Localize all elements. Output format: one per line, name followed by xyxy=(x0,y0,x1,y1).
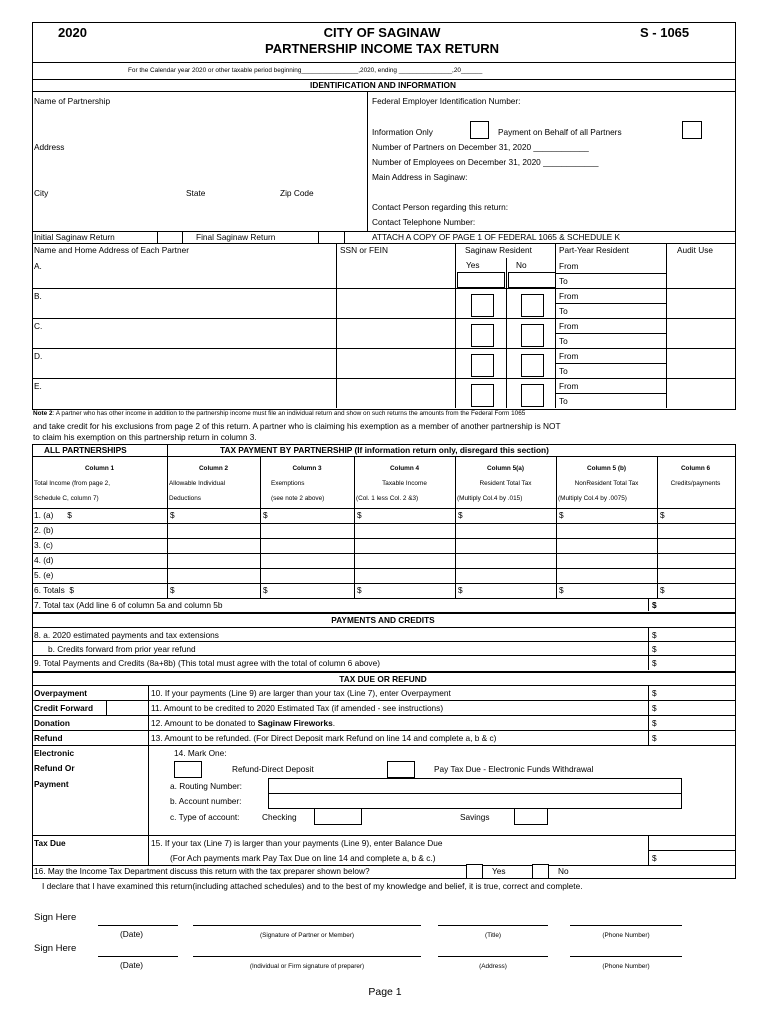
account-number-field[interactable] xyxy=(268,793,682,809)
period-line[interactable]: For the Calendar year 2020 or other taxable period beginning________________,2020, ending _______________,20______ xyxy=(128,67,483,74)
tax-row-3[interactable]: 3. (c) xyxy=(34,540,53,550)
col5b-l1: NonResident Total Tax xyxy=(574,480,639,487)
col4-l2: (Col. 1 less Col. 2 &3) xyxy=(356,495,419,502)
line12-dollar[interactable]: $ xyxy=(652,718,657,728)
resident-yes-c[interactable] xyxy=(471,324,494,347)
zip-label[interactable]: Zip Code xyxy=(280,188,314,198)
col-ssn: SSN or FEIN xyxy=(340,245,388,255)
sig1-date[interactable]: (Date) xyxy=(120,929,144,939)
note2-line1: Note 2: A partner who has other income in addition to the partnership income must file an individual return and show on such returns the amounts from the Federal Form 1065 xyxy=(33,410,526,417)
sig2-phone[interactable]: (Phone Number) xyxy=(602,963,650,970)
resident-no-c[interactable] xyxy=(521,324,544,347)
final-return-label: Final Saginaw Return xyxy=(196,232,276,242)
contact-phone-label[interactable]: Contact Telephone Number: xyxy=(372,217,476,227)
line8b-dollar[interactable]: $ xyxy=(652,644,657,654)
dollar-sign: $ xyxy=(559,510,564,520)
tax-row-4[interactable]: 4. (d) xyxy=(34,555,54,565)
col3-l2: (see note 2 above) xyxy=(271,495,325,502)
dollar-sign: $ xyxy=(357,510,362,520)
checking-checkbox[interactable] xyxy=(314,808,362,825)
dollar-sign: $ xyxy=(170,585,175,595)
payments-heading: PAYMENTS AND CREDITS xyxy=(331,615,435,625)
partnership-name-label[interactable]: Name of Partnership xyxy=(34,96,111,106)
from-b: From xyxy=(559,291,579,301)
sig2-address[interactable]: (Address) xyxy=(479,963,507,970)
col5a-l2: (Multiply Col.4 by .015) xyxy=(457,495,523,502)
resident-yes-d[interactable] xyxy=(471,354,494,377)
electronic-label-2: Refund Or xyxy=(34,763,75,773)
tax-due-label: Tax Due xyxy=(34,838,66,848)
dollar-sign: $ xyxy=(458,510,463,520)
payment-behalf-label: Payment on Behalf of all Partners xyxy=(498,127,622,137)
sign-here-2: Sign Here xyxy=(34,943,77,954)
city-label[interactable]: City xyxy=(34,188,49,198)
tax-payment-heading: TAX PAYMENT BY PARTNERSHIP (If information return only, disregard this section) xyxy=(220,445,549,455)
account-label: b. Account number: xyxy=(170,796,242,806)
col5a-title: Column 5(a) xyxy=(487,465,524,472)
line15-dollar[interactable]: $ xyxy=(652,853,657,863)
col-no: No xyxy=(516,260,527,270)
from-d: From xyxy=(559,351,579,361)
line11-label: 11. Amount to be credited to 2020 Estimated Tax (if amended - see instructions) xyxy=(151,703,444,713)
line16-yes-checkbox[interactable] xyxy=(466,864,483,879)
dollar-sign: $ xyxy=(559,585,564,595)
pay-due-checkbox[interactable] xyxy=(387,761,415,778)
col6-title: Column 6 xyxy=(680,465,711,472)
identification-heading: IDENTIFICATION AND INFORMATION xyxy=(310,80,456,90)
attach-note: ATTACH A COPY OF PAGE 1 OF FEDERAL 1065 & SCHEDULE K xyxy=(372,232,621,242)
col2-l2: Deductions xyxy=(169,495,201,502)
line16-label: 16. May the Income Tax Department discuss this return with the tax preparer shown below? xyxy=(34,866,370,876)
line13-label: 13. Amount to be refunded. (For Direct Deposit mark Refund on line 14 and complete a, b & c) xyxy=(151,733,497,743)
line7-label: 7. Total tax (Add line 6 of column 5a and column 5b xyxy=(34,600,223,610)
form-city: CITY OF SAGINAW xyxy=(323,25,441,40)
line15-label-a: 15. If your tax (Line 7) is larger than your payments (Line 9), enter Balance Due xyxy=(151,838,443,848)
line8a-label: 8. a. 2020 estimated payments and tax extensions xyxy=(34,630,219,640)
line13-dollar[interactable]: $ xyxy=(652,733,657,743)
dollar-sign: $ xyxy=(263,585,268,595)
to-b: To xyxy=(559,306,568,316)
line12-label: 12. Amount to be donated to Saginaw Fireworks. xyxy=(151,718,336,728)
num-partners[interactable]: Number of Partners on December 31, 2020 ____________ xyxy=(372,142,589,152)
line15-label-b: (For Ach payments mark Pay Tax Due on line 14 and complete a, b & c.) xyxy=(170,853,436,863)
line10-dollar[interactable]: $ xyxy=(652,688,657,698)
info-only-checkbox[interactable] xyxy=(470,121,489,139)
col5b-l2: (Multiply Col.4 by .0075) xyxy=(558,495,627,502)
account-type-label: c. Type of account: xyxy=(170,812,240,822)
col-audit: Audit Use xyxy=(677,245,713,255)
col5a-l1: Resident Total Tax xyxy=(479,480,532,487)
sig1-phone[interactable]: (Phone Number) xyxy=(602,932,650,939)
line14-label: 14. Mark One: xyxy=(174,748,227,758)
dollar-sign: $ xyxy=(170,510,175,520)
dollar-sign: $ xyxy=(458,585,463,595)
payment-behalf-checkbox[interactable] xyxy=(682,121,702,139)
savings-label: Savings xyxy=(460,812,490,822)
routing-number-field[interactable] xyxy=(268,778,682,794)
to-d: To xyxy=(559,366,568,376)
col2-title: Column 2 xyxy=(198,465,229,472)
refund-dd-checkbox[interactable] xyxy=(174,761,202,778)
form-title: PARTNERSHIP INCOME TAX RETURN xyxy=(264,41,499,56)
num-employees[interactable]: Number of Employees on December 31, 2020 ____________ xyxy=(372,157,599,167)
line8b-label: b. Credits forward from prior year refund xyxy=(48,644,196,654)
tax-row-5[interactable]: 5. (e) xyxy=(34,570,54,580)
routing-label: a. Routing Number: xyxy=(170,781,242,791)
refund-dd-label: Refund-Direct Deposit xyxy=(232,764,314,774)
refund-label: Refund xyxy=(34,733,63,743)
line8a-dollar[interactable]: $ xyxy=(652,630,657,640)
resident-yes-b[interactable] xyxy=(471,294,494,317)
col-resident: Saginaw Resident xyxy=(465,245,532,255)
state-label[interactable]: State xyxy=(186,188,206,198)
col1-l2: Schedule C, column 7) xyxy=(34,495,99,502)
partner-row-d[interactable]: D. xyxy=(34,351,43,361)
resident-no-a[interactable] xyxy=(508,272,556,288)
col1-title: Column 1 xyxy=(84,465,115,472)
tax-row-6-totals[interactable]: 6. Totals $ xyxy=(34,585,74,595)
sig2-preparer[interactable]: (Individual or Firm signature of preparer) xyxy=(249,963,365,970)
savings-checkbox[interactable] xyxy=(514,808,548,825)
dollar-sign: $ xyxy=(660,585,665,595)
line11-dollar[interactable]: $ xyxy=(652,703,657,713)
col3-l1: Exemptions xyxy=(271,480,305,487)
main-address-label[interactable]: Main Address in Saginaw: xyxy=(372,172,468,182)
line9-dollar[interactable]: $ xyxy=(652,658,657,668)
line16-no-checkbox[interactable] xyxy=(532,864,549,879)
col4-title: Column 4 xyxy=(389,465,420,472)
partner-row-e[interactable]: E. xyxy=(34,381,42,391)
col-partner-name: Name and Home Address of Each Partner xyxy=(34,245,189,255)
info-only-label: Information Only xyxy=(372,127,433,137)
to-c: To xyxy=(559,336,568,346)
partner-row-c[interactable]: C. xyxy=(34,321,43,331)
all-partnerships: ALL PARTNERSHIPS xyxy=(44,445,127,455)
col4-l1: Taxable Income xyxy=(382,480,427,487)
resident-no-b[interactable] xyxy=(521,294,544,317)
fein-label[interactable]: Federal Employer Identification Number: xyxy=(372,96,521,106)
line16-yes-label: Yes xyxy=(492,866,506,876)
line16-no-label: No xyxy=(558,866,569,876)
col1-l1: Total Income (from page 2, xyxy=(34,480,111,487)
declaration-text: I declare that I have examined this return(including attached schedules) and to the best of my knowledge and belief, it is true, correct and complete. xyxy=(42,881,583,891)
resident-yes-a[interactable] xyxy=(457,272,505,288)
dollar-sign: $ xyxy=(263,510,268,520)
col2-l1: Allowable Individual xyxy=(169,480,226,487)
resident-no-e[interactable] xyxy=(521,384,544,407)
address-label[interactable]: Address xyxy=(34,142,65,152)
resident-yes-e[interactable] xyxy=(471,384,494,407)
dollar-sign: $ xyxy=(660,510,665,520)
to-e: To xyxy=(559,396,568,406)
col-yes: Yes xyxy=(466,260,480,270)
col5b-title: Column 5 (b) xyxy=(586,465,627,472)
col6-l1: Credits/payments xyxy=(670,480,721,487)
donation-label: Donation xyxy=(34,718,70,728)
electronic-label-1: Electronic xyxy=(34,748,75,758)
tax-row-2[interactable]: 2. (b) xyxy=(34,525,54,535)
form-year: 2020 xyxy=(58,25,87,40)
tax-row-1[interactable]: 1. (a) $ xyxy=(34,510,72,520)
page-number: Page 1 xyxy=(368,986,402,998)
sig1-title[interactable]: (Title) xyxy=(484,932,502,939)
resident-no-d[interactable] xyxy=(521,354,544,377)
sign-here-1: Sign Here xyxy=(34,912,77,923)
refund-heading: TAX DUE OR REFUND xyxy=(339,674,427,684)
credit-forward-label: Credit Forward xyxy=(34,703,94,713)
dollar-sign: $ xyxy=(357,585,362,595)
partner-row-a[interactable]: A. xyxy=(34,261,42,271)
partners-table xyxy=(32,243,736,410)
sig2-date[interactable]: (Date) xyxy=(120,960,144,970)
pay-due-label: Pay Tax Due - Electronic Funds Withdrawal xyxy=(434,764,594,774)
col-partyear: Part-Year Resident xyxy=(559,245,629,255)
partner-row-b[interactable]: B. xyxy=(34,291,42,301)
sig1-partner[interactable]: (Signature of Partner or Member) xyxy=(259,932,355,939)
line7-dollar[interactable]: $ xyxy=(652,600,657,610)
col3-title: Column 3 xyxy=(292,465,322,472)
from-c: From xyxy=(559,321,579,331)
from-e: From xyxy=(559,381,579,391)
contact-person-label[interactable]: Contact Person regarding this return: xyxy=(372,202,509,212)
note2-line2: and take credit for his exclusions from page 2 of this return. A partner who is claiming his exemption as a member of another partnership is NOT xyxy=(33,421,561,431)
to-a: To xyxy=(559,276,568,286)
form-number: S - 1065 xyxy=(640,25,690,40)
initial-return-label: Initial Saginaw Return xyxy=(34,232,115,242)
checking-label: Checking xyxy=(262,812,297,822)
line10-label: 10. If your payments (Line 9) are larger than your tax (Line 7), enter Overpayment xyxy=(151,688,451,698)
note2-line3: to claim his exemption on this partnership return in column 3. xyxy=(33,432,257,442)
line9-label: 9. Total Payments and Credits (8a+8b) (This total must agree with the total of column 6 above) xyxy=(34,658,380,668)
from-a: From xyxy=(559,261,579,271)
overpayment-label: Overpayment xyxy=(34,688,88,698)
electronic-label-3: Payment xyxy=(34,779,69,789)
